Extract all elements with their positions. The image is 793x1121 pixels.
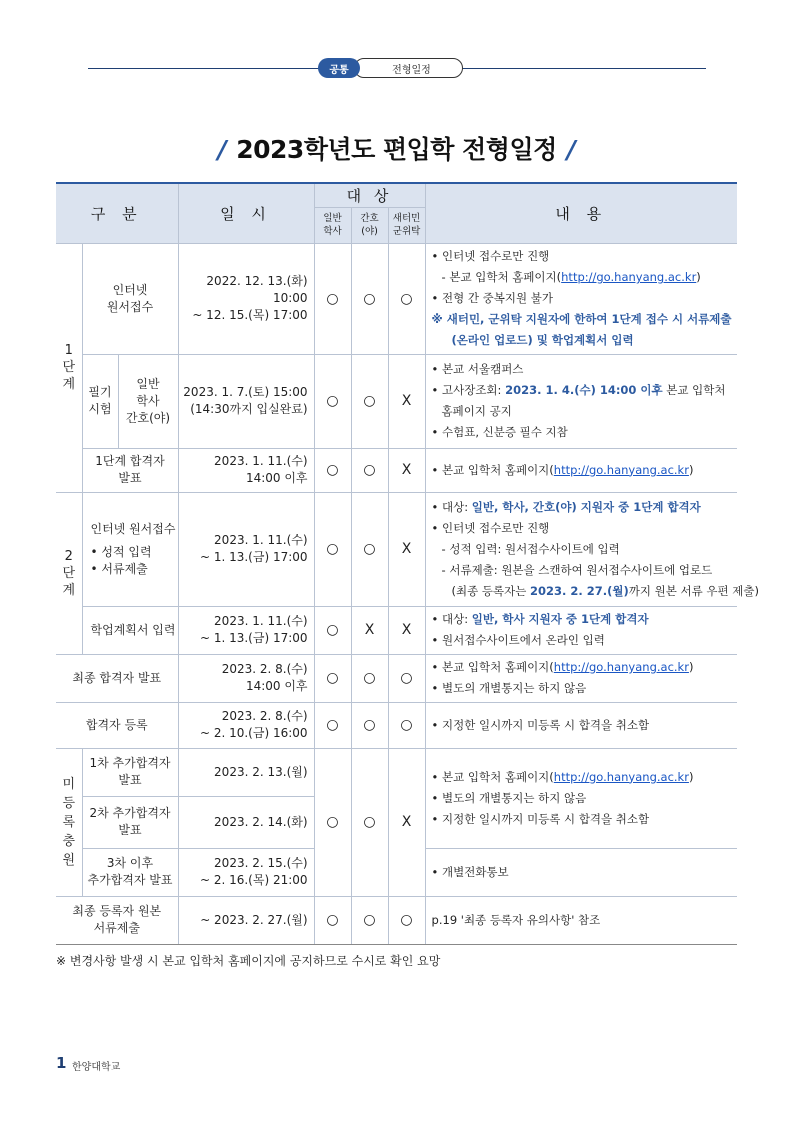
header-row — [56, 183, 737, 207]
col-content: 내 용 — [425, 183, 737, 243]
col-target-nursing: 간호 (야) — [351, 207, 388, 243]
row-content: • 인터넷 접수로만 진행 - 본교 입학처 홈페이지(http://go.hanyang.ac.kr) • 전형 간 중복지원 불가 ※ 새터민, 군위탁 지원자에 한하여 1단계 접수 시 서류제출 (온라인 업로드) 및 학업계획서 입력 — [425, 243, 737, 354]
row-name: 3차 이후 추가합격자 발표 — [82, 848, 178, 896]
mark-nursing: ○ — [351, 243, 388, 354]
mark-general: ○ — [314, 492, 351, 606]
section-tag: 공통 — [318, 58, 360, 78]
page-number: 1 — [56, 1054, 67, 1072]
row-name: 1차 추가합격자 발표 — [82, 748, 178, 796]
table-row — [56, 748, 737, 796]
row-name: 합격자 등록 — [56, 702, 178, 748]
row-date: 2023. 2. 14.(화) — [178, 796, 314, 848]
table-row — [56, 448, 737, 492]
mark-general: ○ — [314, 606, 351, 654]
row-name: 최종 등록자 원본 서류제출 — [56, 896, 178, 944]
row-content: • 본교 입학처 홈페이지(http://go.hanyang.ac.kr) • 별도의 개별통지는 하지 않음 — [425, 654, 737, 702]
table-row — [56, 492, 737, 606]
col-target-special: 새터민 군위탁 — [388, 207, 425, 243]
mark-special: X — [388, 606, 425, 654]
row-name: 최종 합격자 발표 — [56, 654, 178, 702]
row-date: 2023. 2. 15.(수) ~ 2. 16.(목) 21:00 — [178, 848, 314, 896]
mark-nursing: ○ — [351, 654, 388, 702]
exam-group-label: 필기 시험 — [82, 354, 118, 448]
table-row — [56, 606, 737, 654]
row-date: 2023. 2. 8.(수) ~ 2. 10.(금) 16:00 — [178, 702, 314, 748]
homepage-link[interactable]: http://go.hanyang.ac.kr — [553, 769, 689, 784]
col-target: 대 상 — [314, 183, 425, 207]
row-content: • 대상: 일반, 학사, 간호(야) 지원자 중 1단계 합격자 • 인터넷 접수로만 진행 - 성적 입력: 원서접수사이트에 입력 - 서류제출: 원본을 스캔하여 원서접수사이트에 업로드 (최종 등록자는 2023. 2. 27.(월)까지 원본 서류 우편 제출) — [425, 492, 737, 606]
mark-special: ○ — [388, 896, 425, 944]
mark-special: X — [388, 448, 425, 492]
waitlist-label: 미 등 록 충 원 — [56, 748, 82, 896]
table-row — [56, 243, 737, 354]
mark-nursing: X — [351, 606, 388, 654]
row-date: 2023. 2. 13.(월) — [178, 748, 314, 796]
mark-general: ○ — [314, 702, 351, 748]
mark-special: ○ — [388, 243, 425, 354]
row-name: 일반 학사 간호(야) — [118, 354, 178, 448]
mark-general: ○ — [314, 896, 351, 944]
mark-nursing: ○ — [351, 354, 388, 448]
stage1-label: 1 단 계 — [56, 243, 82, 492]
row-name: 2차 추가합격자 발표 — [82, 796, 178, 848]
row-date: ~ 2023. 2. 27.(월) — [178, 896, 314, 944]
section-label: 전형일정 — [354, 58, 463, 78]
row-name: 인터넷 원서접수 — [82, 243, 178, 354]
mark-general: ○ — [314, 448, 351, 492]
mark-special: ○ — [388, 702, 425, 748]
mark-general: ○ — [314, 654, 351, 702]
mark-special: ○ — [388, 654, 425, 702]
mark-general: ○ — [314, 354, 351, 448]
mark-nursing: ○ — [351, 748, 388, 896]
table-row — [56, 354, 737, 448]
row-name: 학업계획서 입력 — [82, 606, 178, 654]
row-content: • 본교 서울캠퍼스 • 고사장조회: 2023. 1. 4.(수) 14:00 이후 본교 입학처 홈페이지 공지 • 수험표, 신분증 필수 지참 — [425, 354, 737, 448]
row-date: 2023. 2. 8.(수) 14:00 이후 — [178, 654, 314, 702]
mark-general: ○ — [314, 243, 351, 354]
mark-special: X — [388, 354, 425, 448]
row-content: • 개별전화통보 — [425, 848, 737, 896]
page-title — [0, 130, 793, 166]
stage2-label: 2 단 계 — [56, 492, 82, 654]
homepage-link[interactable]: http://go.hanyang.ac.kr — [553, 660, 689, 674]
school-name: 한양대학교 — [72, 1062, 121, 1073]
homepage-link[interactable]: http://go.hanyang.ac.kr — [553, 462, 689, 477]
row-content: • 대상: 일반, 학사 지원자 중 1단계 합격자 • 원서접수사이트에서 온라인 입력 — [425, 606, 737, 654]
schedule-table — [56, 182, 759, 945]
row-date: 2023. 1. 11.(수) 14:00 이후 — [178, 448, 314, 492]
homepage-link[interactable]: http://go.hanyang.ac.kr — [561, 270, 697, 284]
title-slash-right: / — [566, 135, 576, 164]
mark-special: X — [388, 492, 425, 606]
footnote: ※ 변경사항 발생 시 본교 입학처 홈페이지에 공지하므로 수시로 확인 요망 — [56, 954, 441, 968]
mark-nursing: ○ — [351, 492, 388, 606]
title-text: 2023학년도 편입학 전형일정 — [236, 135, 557, 164]
table-row — [56, 654, 737, 702]
row-date: 2022. 12. 13.(화) 10:00 ~ 12. 15.(목) 17:00 — [178, 243, 314, 354]
row-content: • 지정한 일시까지 미등록 시 합격을 취소함 — [425, 702, 737, 748]
mark-special: X — [388, 748, 425, 896]
mark-nursing: ○ — [351, 448, 388, 492]
row-date: 2023. 1. 11.(수) ~ 1. 13.(금) 17:00 — [178, 606, 314, 654]
table-row — [56, 896, 737, 944]
col-category: 구 분 — [56, 183, 178, 243]
row-name: 인터넷 원서접수 • 성적 입력 • 서류제출 — [82, 492, 178, 606]
section-header — [318, 58, 463, 78]
mark-general: ○ — [314, 748, 351, 896]
row-date: 2023. 1. 11.(수) ~ 1. 13.(금) 17:00 — [178, 492, 314, 606]
row-content: • 본교 입학처 홈페이지(http://go.hanyang.ac.kr) • 별도의 개별통지는 하지 않음 • 지정한 일시까지 미등록 시 합격을 취소함 — [425, 748, 737, 848]
row-name: 1단계 합격자 발표 — [82, 448, 178, 492]
col-target-general: 일반 학사 — [314, 207, 351, 243]
row-date: 2023. 1. 7.(토) 15:00 (14:30까지 입실완료) — [178, 354, 314, 448]
mark-nursing: ○ — [351, 702, 388, 748]
col-datetime: 일 시 — [178, 183, 314, 243]
mark-nursing: ○ — [351, 896, 388, 944]
row-content: • 본교 입학처 홈페이지(http://go.hanyang.ac.kr) — [425, 448, 737, 492]
title-slash-left: / — [217, 135, 227, 164]
table-row — [56, 702, 737, 748]
row-content: p.19 '최종 등록자 유의사항' 참조 — [425, 896, 737, 944]
